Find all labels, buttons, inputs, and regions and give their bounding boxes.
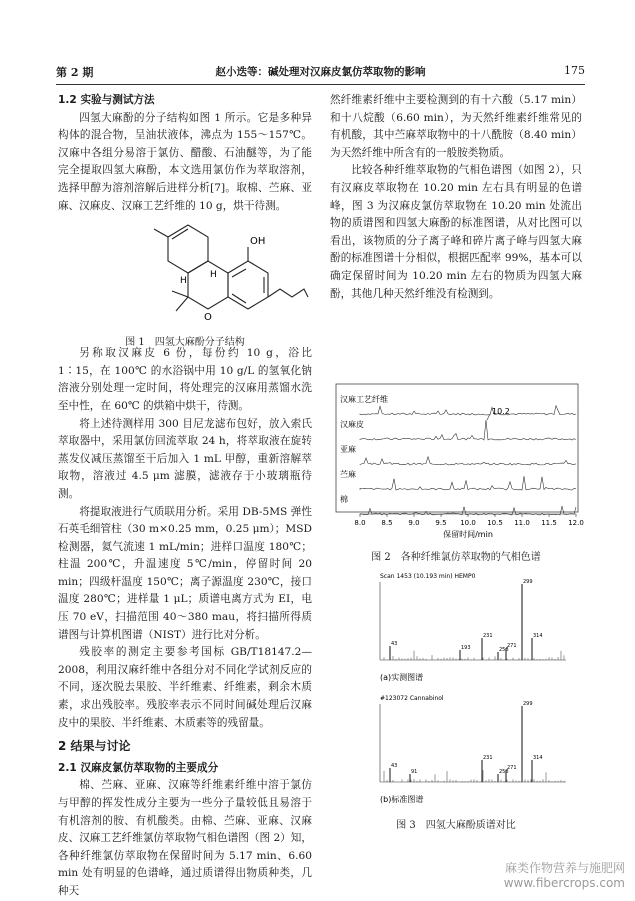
- figure-1-caption: 图 1 四氢大麻酚分子结构: [125, 336, 245, 348]
- ms-spectrum-standard: [330, 690, 582, 808]
- peak-mz-label: 258: [499, 769, 509, 775]
- oxygen-label: O: [204, 312, 212, 324]
- trace-label: 汉麻皮: [340, 420, 364, 429]
- figure-3: [330, 568, 582, 830]
- x-tick-label: 9.5: [435, 519, 447, 527]
- peak-mz-label: 258: [499, 647, 509, 653]
- figure-2-caption: 图 2 各种纤维氯仿萃取物的气相色谱: [371, 552, 541, 563]
- trace-line: [360, 476, 576, 490]
- peak-mz-label: 271: [507, 643, 517, 649]
- peak-mz-label: 314: [533, 755, 543, 761]
- peak-mz-label: 43: [391, 641, 398, 647]
- peak-mz-label: 299: [523, 701, 533, 707]
- x-tick-label: 12.0: [568, 519, 584, 527]
- trace-label: 苎麻: [340, 470, 356, 479]
- watermark: [504, 861, 625, 891]
- gc-chromatogram: [330, 382, 582, 542]
- peak-mz-label: 231: [483, 755, 493, 761]
- x-tick-label: 8.5: [381, 519, 393, 527]
- peak-mz-label: 299: [523, 579, 533, 585]
- x-axis-label: 保留时间/min: [443, 530, 493, 539]
- paragraph: 将提取液进行气质联用分析。采用 DB-5MS 弹性石英毛细管柱（30 m×0.25 mm，0.25 μm）；MSD 检测器，氦气流速 1 mL/min；进样口温度 180℃；柱温 200℃，升温速度 5℃/min，停留时间 20 min；四级杆温度 150℃；离子源温度 230℃，接口温度 280℃；进样量 1 μL；质谱电离方式为 EI，电压 70 eV，扫描范围 40～380 mau，将扫描所得质谱图与计算机图谱（NIST）进行比对分析。: [58, 505, 312, 641]
- paragraph: 四氢大麻酚的分子结构如图 1 所示。它是多种异构体的混合物，呈油状液体，沸点为 155～157℃。汉麻中各组分易溶于氯仿、醋酸、石油醚等，为了能完全提取四氢大麻酚，本文选用氯仿作为萃取溶剂，选择甲醇为溶剂溶解后进样分析[7]。取棉、苎麻、亚麻、汉麻皮、汉麻工艺纤维的 10 g，烘干待测。: [58, 111, 312, 212]
- trace-line: [360, 406, 576, 415]
- h-label: H: [180, 276, 187, 287]
- figure-1: [58, 217, 312, 348]
- paragraph: 比较各种纤维萃取物的气相色谱图（如图 2），只有汉麻皮萃取物在 10.20 min 左右具有明显的色谱峰，图 3 为汉麻皮氯仿萃取物在 10.20 min 处流出物的质谱图和四氢大麻酚的标准图谱，从对比图可以看出，该物质的分子离子峰和碎片离子峰与四氢大麻酚的标准图谱十分相似，根据匹配率 99%，基本可以确定保留时间为 10.20 min 左右的物质为四氢大麻酚，其他几种天然纤维没有检测到。: [330, 164, 582, 300]
- trace-label: 汉麻工艺纤维: [340, 395, 388, 404]
- left-column: [58, 92, 312, 901]
- spectrum-label: (a)实测图谱: [380, 673, 424, 682]
- trace-line: [360, 457, 576, 465]
- figure-2: [330, 382, 582, 562]
- right-column: [330, 92, 582, 303]
- watermark-url: www.fibercrops.com: [503, 876, 625, 890]
- x-tick-label: 10.0: [460, 519, 476, 527]
- spectrum-title: Scan 1453 (10.193 min) HEMP0: [380, 573, 476, 580]
- x-tick-label: 11.0: [514, 519, 530, 527]
- x-tick-label: 8.0: [354, 519, 366, 527]
- issue-number: 第 2 期: [56, 66, 94, 79]
- peak-mz-label: 91: [411, 769, 418, 775]
- peak-mz-label: 271: [507, 765, 517, 771]
- running-title: 赵小迭等：碱处理对汉麻皮氯仿萃取物的影响: [215, 66, 426, 78]
- paragraph: 残胶率的测定主要参考国标 GB/T18147.2—2008，利用汉麻纤维中各组分对不同化学试剂反应的不同，逐次脱去果胶、半纤维素、纤维素，剩余木质素，求出残胶率。残胶率表示不同时间碱处理后汉麻皮中的果胶、半纤维素、木质素等的残留量。: [58, 646, 312, 729]
- spectrum-label: (b)标准图谱: [380, 795, 424, 804]
- header-rule: [56, 84, 585, 85]
- paragraph: 将上述待测样用 300 目尼龙滤布包好，放入索氏萃取器中，采用氯仿回流萃取 24 h，将萃取液在旋转蒸发仪减压蒸馏至干后加入 1 mL 甲醇，重新溶解萃取物，溶液过 4.5 μm 滤膜，滤液存于小玻璃瓶待测。: [58, 417, 312, 500]
- trace-label: 亚麻: [340, 445, 356, 454]
- section-2-title: 2 结果与讨论: [58, 739, 131, 754]
- peak-mz-label: 43: [391, 763, 398, 769]
- watermark-text: 麻类作物营养与施肥网: [504, 861, 625, 875]
- thc-structure-diagram: [58, 217, 312, 327]
- paragraph: 然纤维素纤维中主要检测到的有十六酸（5.17 min）和十八烷酸（6.60 min），为天然纤维素纤维常见的有机酸，其中苎麻萃取物中的十八酰胺（8.40 min）为天然纤维中所含有的一般胺类物质。: [330, 94, 582, 159]
- trace-line: [360, 506, 576, 515]
- x-tick-label: 11.5: [541, 519, 557, 527]
- x-tick-label: 10.5: [487, 519, 503, 527]
- ms-spectrum-measured: [330, 568, 582, 686]
- peak-mz-label: 314: [533, 633, 543, 639]
- oh-label: OH: [250, 236, 266, 248]
- peak-mz-label: 231: [483, 633, 493, 639]
- page-number: 175: [564, 64, 585, 77]
- spectrum-title: #123072 Cannabinol: [380, 695, 444, 702]
- peak-label: 10.2: [492, 407, 510, 416]
- page-header: [56, 64, 585, 82]
- section-2-1-title: 2.1 汉麻皮氯仿萃取物的主要成分: [58, 761, 219, 774]
- paragraph: 另称取汉麻皮 6 份，每份约 10 g，浴比 1∶15，在 100℃ 的水浴锅中用 10 g/L 的氢氧化钠溶液分别处理一定时间，将处理完的汉麻用蒸馏水洗至中性，在 60℃ 的烘箱中烘干，待测。: [58, 347, 312, 412]
- trace-line: [360, 420, 576, 440]
- section-1-2-title: 1.2 实验与测试方法: [58, 94, 155, 106]
- figure-3-caption: 图 3 四氢大麻酚质谱对比: [396, 820, 516, 831]
- trace-label: 棉: [340, 495, 348, 504]
- peak-mz-label: 193: [461, 645, 471, 651]
- h-label: H: [210, 270, 217, 281]
- x-tick-label: 9.0: [408, 519, 420, 527]
- paragraph: 棉、苎麻、亚麻、汉麻等纤维素纤维中溶于氯仿与甲醇的挥发性成分主要为一些分子量较低且易溶于有机溶剂的胺、有机酸类。由棉、苎麻、亚麻、汉麻皮、汉麻工艺纤维氯仿萃取物气相色谱图（图 2）知，各种纤维氯仿萃取物在保留时间为 5.17 min、6.60 min 处有明显的色谱峰，通过质谱得出物质种类，几种天: [58, 779, 312, 897]
